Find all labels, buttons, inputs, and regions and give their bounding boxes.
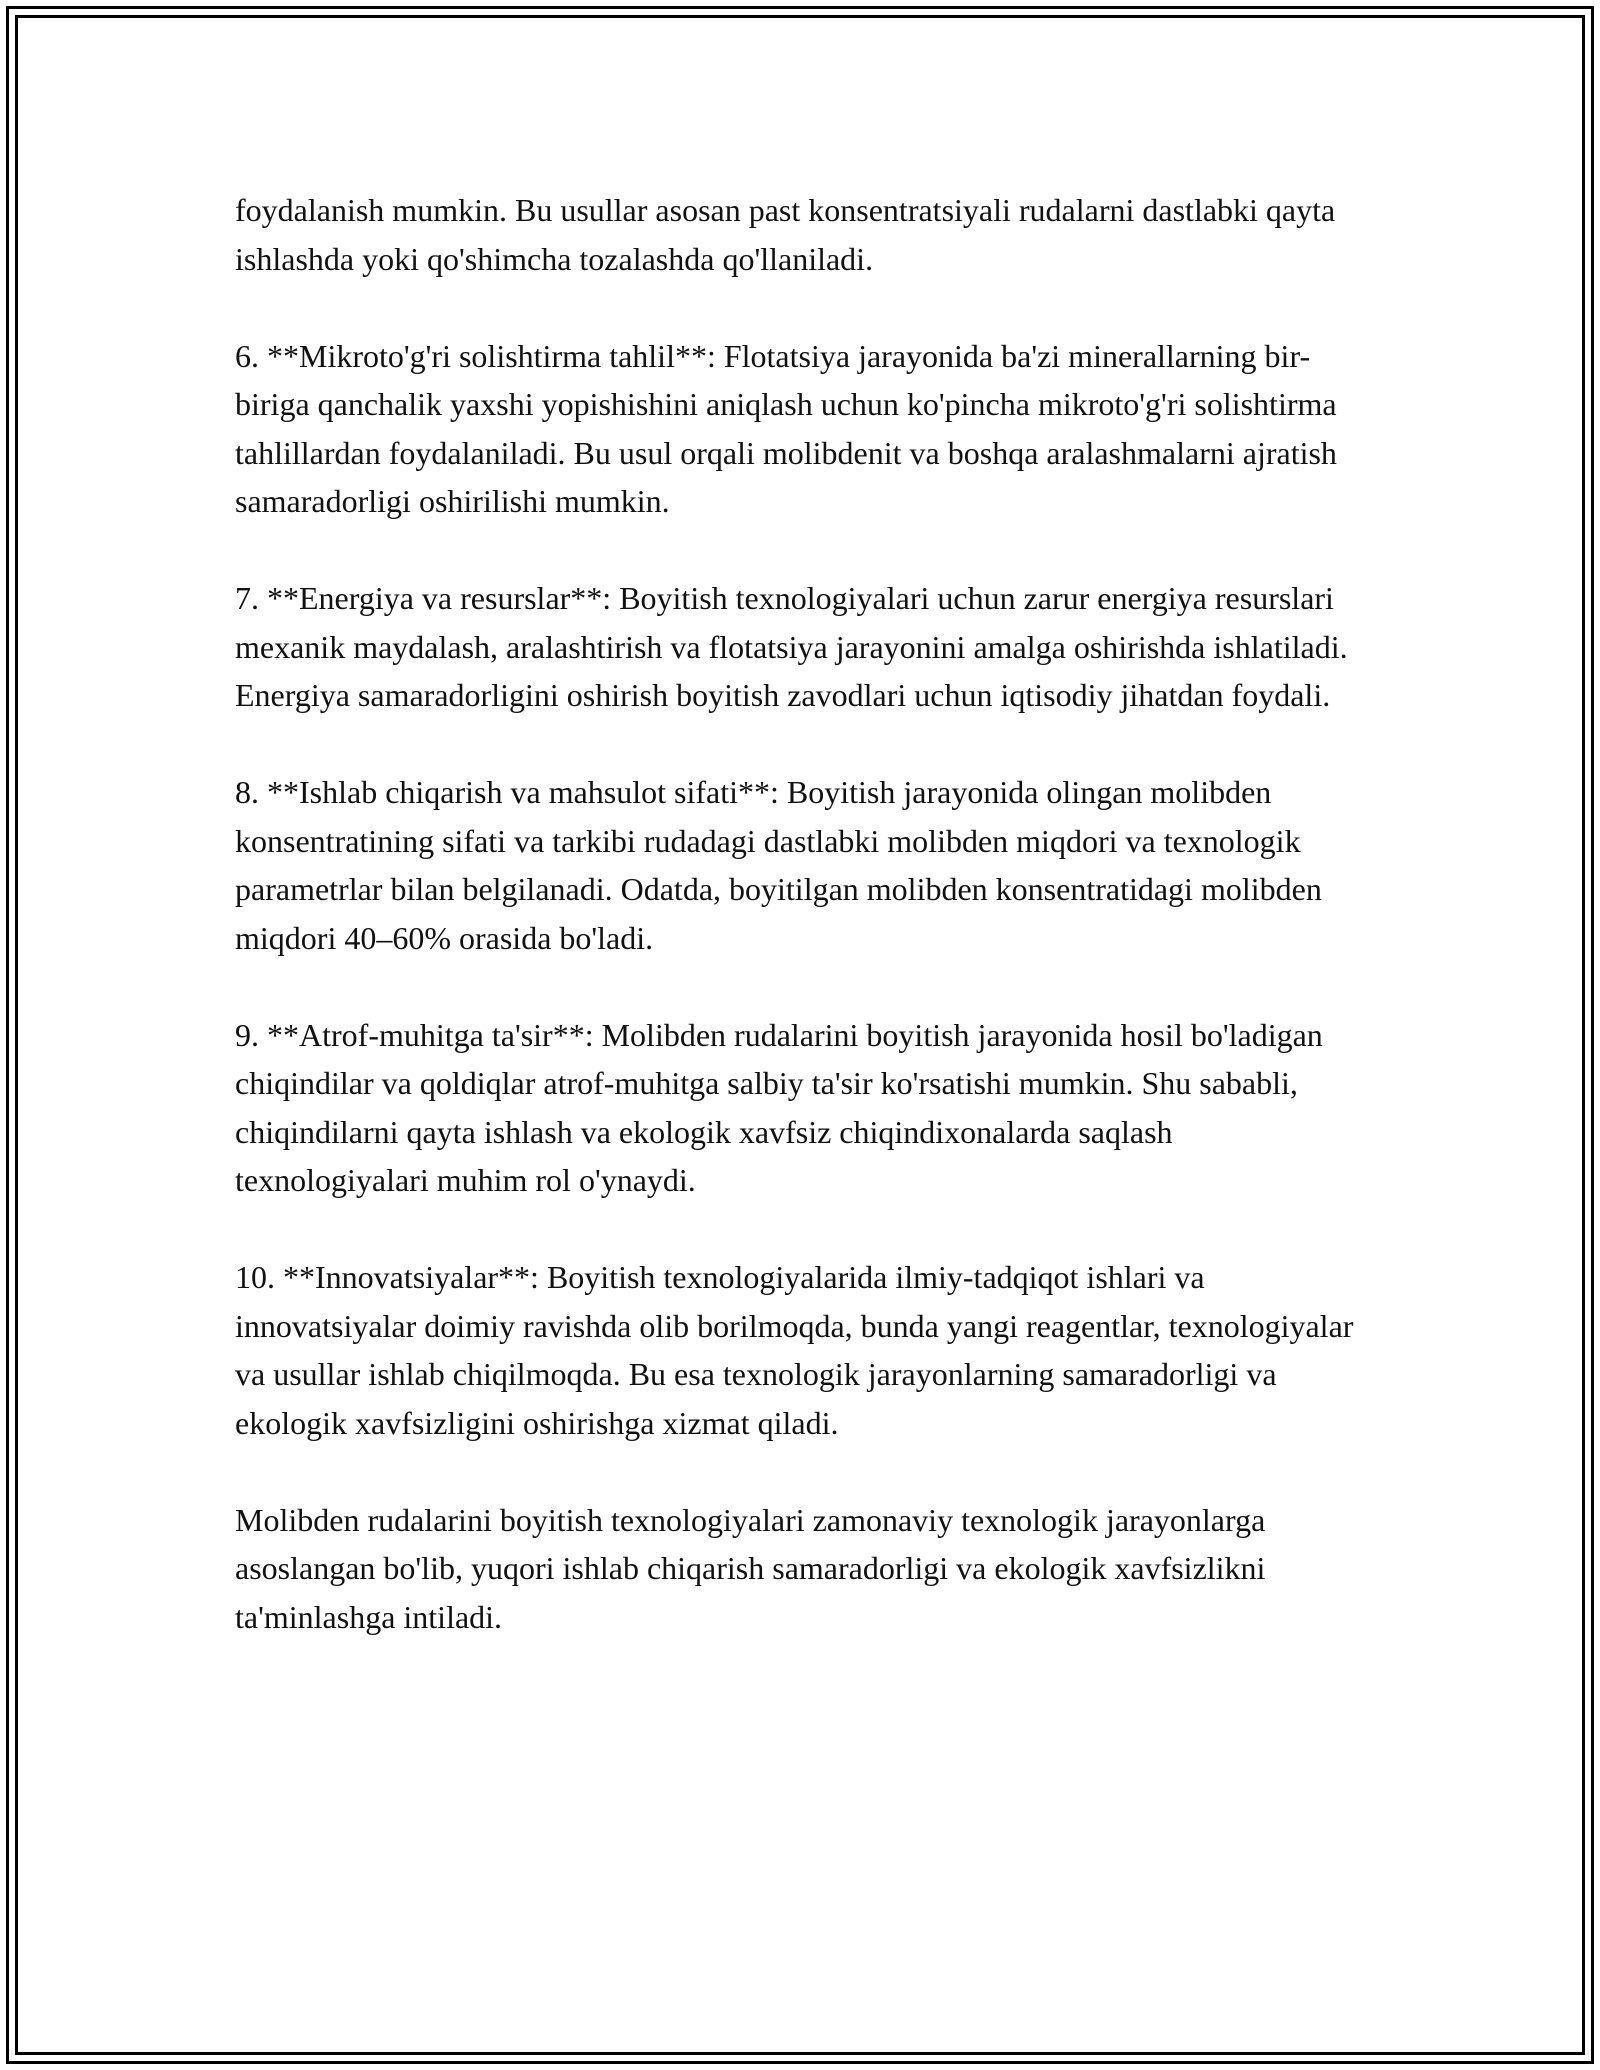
paragraph-item-8: 8. **Ishlab chiqarish va mahsulot sifati**: Boyitish jarayonida olingan molibden konsentratining sifati va tarkibi rudadagi dastlabki molibden miqdori va texnologik parametrlar bilan belgilanadi. Odatda, boyitilgan molibden konsentratidagi molibden miqdori 40–60% orasida bo'ladi. [235, 774, 1322, 956]
paragraph-item-9: 9. **Atrof-muhitga ta'sir**: Molibden rudalarini boyitish jarayonida hosil bo'ladigan chiqindilar va qoldiqlar atrof-muhitga salbiy ta'sir ko'rsatishi mumkin. Shu sababli, chiqindilarni qayta ishlash va ekologik xavfsiz chiqindixonalarda saqlash texnologiyalari muhim rol o'ynaydi. [235, 1016, 1323, 1198]
paragraph-continuation: foydalanish mumkin. Bu usullar asosan past konsentratsiyali rudalarni dastlabki qayta ishlashda yoki qo'shimcha tozalashda qo'llaniladi. [235, 192, 1336, 277]
paragraph-item-6: 6. **Mikroto'g'ri solishtirma tahlil**: Flotatsiya jarayonida ba'zi minerallarning bir-biriga qanchalik yaxshi yopishishini aniqlash uchun ko'pincha mikroto'g'ri solishtirma tahlillardan foydalaniladi. Bu usul orqali molibdenit va boshqa aralashmalarni ajratish samaradorligi oshirilishi mumkin. [235, 337, 1337, 519]
paragraph-conclusion: Molibden rudalarini boyitish texnologiyalari zamonaviy texnologik jarayonlarga asoslangan bo'lib, yuqori ishlab chiqarish samaradorligi va ekologik xavfsizlikni ta'minlashga intiladi. [235, 1501, 1266, 1635]
paragraph-item-10: 10. **Innovatsiyalar**: Boyitish texnologiyalarida ilmiy-tadqiqot ishlari va innovatsiyalar doimiy ravishda olib borilmoqda, bunda yangi reagentlar, texnologiyalar va usullar ishlab chiqilmoqda. Bu esa texnologik jarayonlarning samaradorligi va ekologik xavfsizligini oshirishga xizmat qiladi. [235, 1259, 1354, 1441]
document-body [235, 186, 1365, 1690]
paragraph-item-7: 7. **Energiya va resurslar**: Boyitish texnologiyalari uchun zarur energiya resurslari mexanik maydalash, aralashtirish va flotatsiya jarayonini amalga oshirishda ishlatiladi. Energiya samaradorligini oshirish boyitish zavodlari uchun iqtisodiy jihatdan foydali. [235, 580, 1348, 713]
